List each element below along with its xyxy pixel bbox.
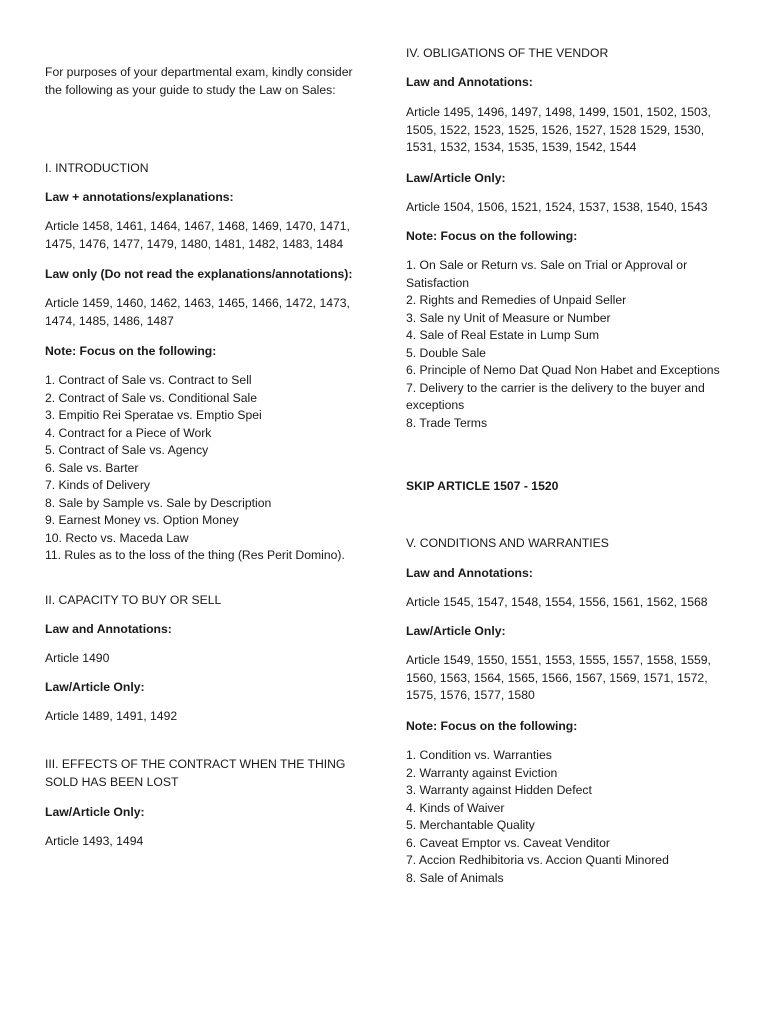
- list-item: 8. Sale of Animals: [406, 870, 504, 885]
- subheading: Law and Annotations:: [45, 622, 172, 636]
- list-item: 3. Warranty against Hidden Defect: [406, 783, 592, 797]
- list-item: 1. Condition vs. Warranties: [406, 748, 552, 762]
- list-item: 3. Empitio Rei Speratae vs. Emptio Spei: [45, 408, 262, 422]
- list-item: 7. Delivery to the carrier is the delivery to the buyer and exceptions: [406, 380, 705, 412]
- list-item: 5. Merchantable Quality: [406, 818, 535, 832]
- list-item: 8. Sale by Sample vs. Sale by Description: [45, 495, 272, 510]
- list-item: 1. Contract of Sale vs. Contract to Sell: [45, 373, 252, 387]
- section-heading-obligations: IV. OBLIGATIONS OF THE VENDOR: [406, 46, 609, 60]
- section-heading-capacity: II. CAPACITY TO BUY OR SELL: [45, 593, 222, 607]
- list-item: 1. On Sale or Return vs. Sale on Trial or Approval or Satisfaction: [406, 258, 688, 290]
- article-list: Article 1495, 1496, 1497, 1498, 1499, 1501, 1502, 1503, 1505, 1522, 1523, 1525, 1526, 1527, 1528 1529, 1530, 1531, 1532, 1534, 1535, 1539, 1542, 1544: [406, 105, 711, 154]
- note-heading: Note: Focus on the following:: [45, 344, 217, 358]
- list-item: 6. Sale vs. Barter: [45, 460, 139, 475]
- subheading: Law and Annotations:: [406, 75, 533, 89]
- article-list: Article 1545, 1547, 1548, 1554, 1556, 1561, 1562, 1568: [406, 595, 708, 609]
- list-item: 7. Kinds of Delivery: [45, 478, 150, 492]
- list-item: 4. Kinds of Waiver: [406, 800, 505, 815]
- list-item: 2. Warranty against Eviction: [406, 765, 558, 780]
- subheading: Law/Article Only:: [45, 680, 145, 694]
- section-heading-conditions: V. CONDITIONS AND WARRANTIES: [406, 536, 609, 550]
- list-item: 7. Accion Redhibitoria vs. Accion Quanti Minored: [406, 853, 669, 867]
- article-list: Article 1459, 1460, 1462, 1463, 1465, 1466, 1472, 1473, 1474, 1485, 1486, 1487: [45, 296, 350, 328]
- section-heading-effects: III. EFFECTS OF THE CONTRACT WHEN THE THING SOLD HAS BEEN LOST: [45, 757, 346, 789]
- subheading: Law only (Do not read the explanations/annotations):: [45, 267, 353, 281]
- subheading: Law and Annotations:: [406, 566, 533, 580]
- list-item: 6. Principle of Nemo Dat Quad Non Habet and Exceptions: [406, 363, 720, 377]
- article-list: Article 1489, 1491, 1492: [45, 709, 178, 723]
- list-item: 3. Sale ny Unit of Measure or Number: [406, 310, 611, 325]
- subheading: Law/Article Only:: [406, 171, 506, 185]
- article-list: Article 1504, 1506, 1521, 1524, 1537, 1538, 1540, 1543: [406, 200, 708, 214]
- list-item: 6. Caveat Emptor vs. Caveat Venditor: [406, 835, 610, 850]
- list-item: 5. Double Sale: [406, 345, 486, 360]
- intro-text: For purposes of your departmental exam, kindly consider the following as your guide to study the Law on Sales:: [45, 65, 353, 97]
- section-heading-introduction: I. INTRODUCTION: [45, 161, 149, 175]
- note-heading: Note: Focus on the following:: [406, 229, 578, 243]
- subheading: Law/Article Only:: [406, 624, 506, 638]
- focus-list: [45, 372, 365, 565]
- note-heading: Note: Focus on the following:: [406, 719, 578, 733]
- article-list: Article 1493, 1494: [45, 834, 144, 848]
- article-list: Article 1458, 1461, 1464, 1467, 1468, 1469, 1470, 1471, 1475, 1476, 1477, 1479, 1480, 1481, 1482, 1483, 1484: [45, 219, 350, 251]
- list-item: 8. Trade Terms: [406, 415, 488, 430]
- subheading: Law + annotations/explanations:: [45, 190, 234, 204]
- list-item: 4. Sale of Real Estate in Lump Sum: [406, 328, 600, 342]
- focus-list: [406, 747, 736, 887]
- list-item: 2. Contract of Sale vs. Conditional Sale: [45, 390, 258, 405]
- article-list: Article 1549, 1550, 1551, 1553, 1555, 1557, 1558, 1559, 1560, 1563, 1564, 1565, 1566, 1567, 1569, 1571, 1572, 1575, 1576, 1577, 1580: [406, 653, 711, 702]
- list-item: 2. Rights and Remedies of Unpaid Seller: [406, 293, 627, 307]
- article-list: Article 1490: [45, 651, 110, 665]
- list-item: 10. Recto vs. Maceda Law: [45, 530, 189, 545]
- list-item: 11. Rules as to the loss of the thing (Res Perit Domino).: [45, 548, 345, 562]
- list-item: 4. Contract for a Piece of Work: [45, 425, 212, 440]
- list-item: 5. Contract of Sale vs. Agency: [45, 443, 209, 457]
- subheading: Law/Article Only:: [45, 805, 145, 819]
- skip-note: SKIP ARTICLE 1507 - 1520: [406, 479, 559, 493]
- list-item: 9. Earnest Money vs. Option Money: [45, 513, 239, 527]
- focus-list: [406, 257, 736, 432]
